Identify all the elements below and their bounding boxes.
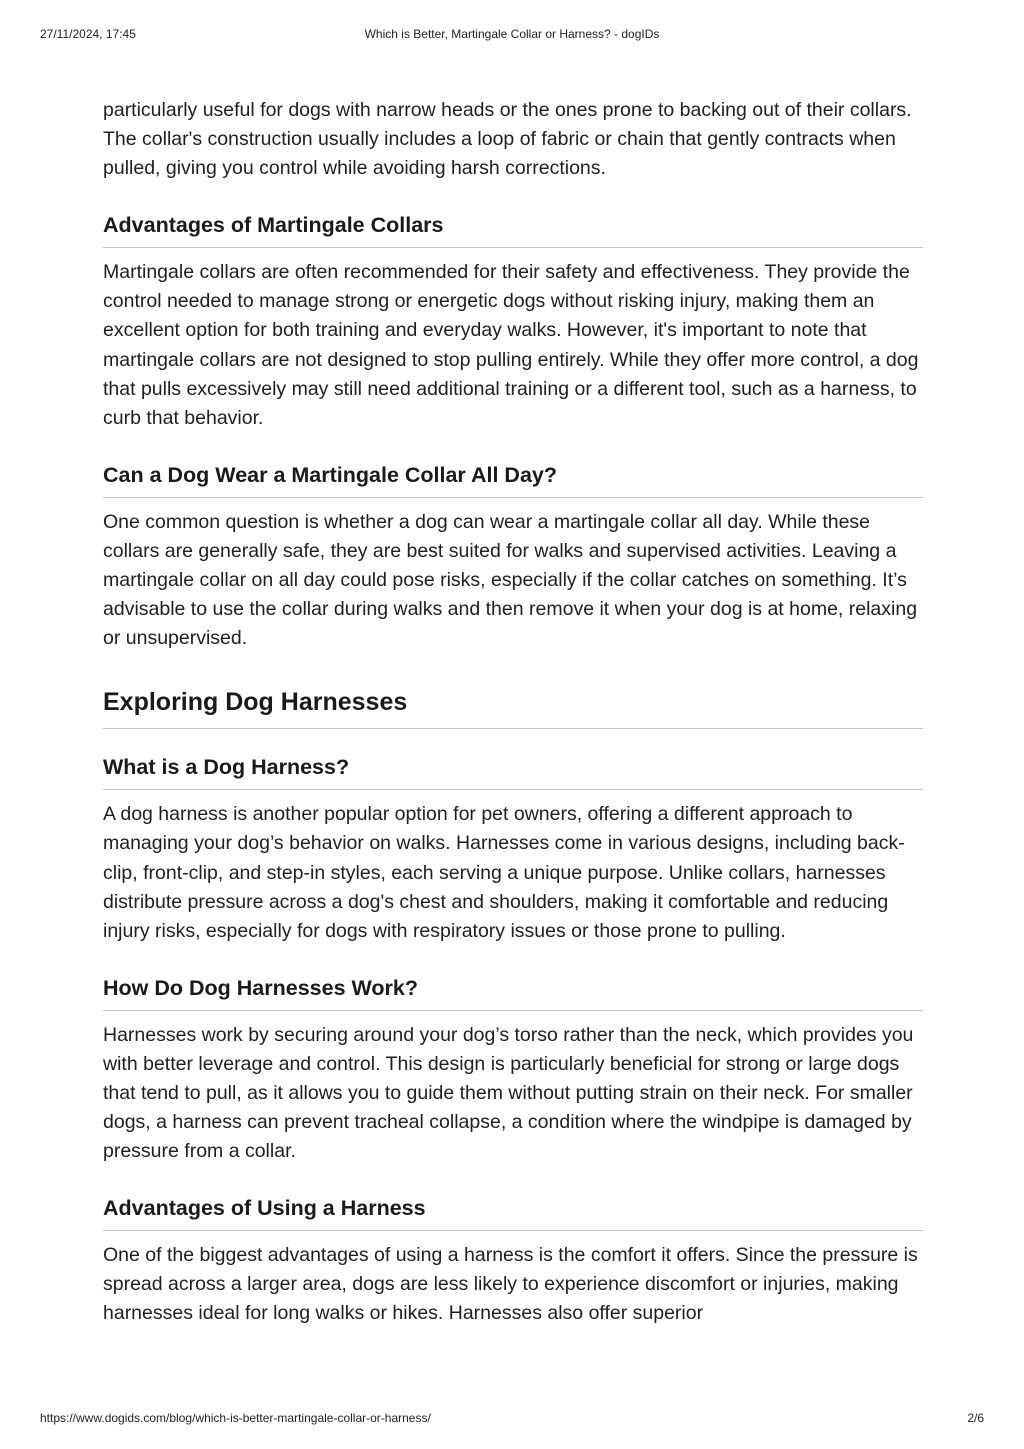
heading-what-is-harness: What is a Dog Harness? xyxy=(103,753,923,790)
heading-advantages-martingale: Advantages of Martingale Collars xyxy=(103,211,923,248)
heading-how-harness-works: How Do Dog Harnesses Work? xyxy=(103,974,923,1011)
print-header xyxy=(40,27,984,43)
paragraph-wear-all-day: One common question is whether a dog can wear a martingale collar all day. While these collars are generally safe, they are best suited for walks and supervised activities. Leaving a martingale collar on all day could pose risks, especially if the collar catches on something. It’s advisable to use the collar during walks and then remove it when your dog is at home, relaxing or unsupervised. xyxy=(103,510,918,650)
paragraph-what-is-harness: A dog harness is another popular option for pet owners, offering a different approach to managing your dog’s behavior on walks. Harnesses come in various designs, including back-clip, front-clip, and step-in styles, each serving a unique purpose. Unlike collars, harnesses distribute pressure across a dog's chest and shoulders, making it comfortable and reducing injury risks, especially for dogs with respiratory issues or those prone to pulling. xyxy=(103,803,905,942)
heading-wear-all-day: Can a Dog Wear a Martingale Collar All Day? xyxy=(103,461,923,498)
paragraph-advantages-harness: One of the biggest advantages of using a harness is the comfort it offers. Since the pressure is spread across a larger area, dogs are less likely to experience discomfort or injuries, making harnesses ideal for long walks or hikes. Harnesses also offer superior xyxy=(103,1244,918,1325)
paragraph-advantages-martingale: Martingale collars are often recommended for their safety and effectiveness. They provide the control needed to manage strong or energetic dogs without risking injury, making them an excellent option for both training and everyday walks. However, it's important to note that martingale collars are not designed to stop pulling entirely. While they offer more control, a dog that pulls excessively may still need additional training or a different tool, such as a harness, to curb that behavior. xyxy=(103,261,919,429)
paragraph-how-harness-works: Harnesses work by securing around your dog’s torso rather than the neck, which provides you with better leverage and control. This design is particularly beneficial for strong or large dogs that tend to pull, as it allows you to guide them without putting strain on their neck. For smaller dogs, a harness can prevent tracheal collapse, a condition where the windpipe is damaged by pressure from a collar. xyxy=(103,1023,914,1163)
page-number: 2/6 xyxy=(967,1411,984,1425)
heading-exploring-harnesses: Exploring Dog Harnesses xyxy=(103,686,923,729)
print-date: 27/11/2024, 17:45 xyxy=(40,27,136,41)
print-footer xyxy=(40,1411,984,1427)
print-page-title: Which is Better, Martingale Collar or Harness? - dogIDs xyxy=(364,27,660,41)
print-url: https://www.dogids.com/blog/which-is-better-martingale-collar-or-harness/ xyxy=(40,1411,431,1425)
intro-paragraph: particularly useful for dogs with narrow heads or the ones prone to backing out of their collars. The collar's construction usually includes a loop of fabric or chain that gently contracts when pulled, giving you control while avoiding harsh corrections. xyxy=(103,99,912,180)
heading-advantages-harness: Advantages of Using a Harness xyxy=(103,1194,923,1231)
article-content xyxy=(103,96,923,1329)
